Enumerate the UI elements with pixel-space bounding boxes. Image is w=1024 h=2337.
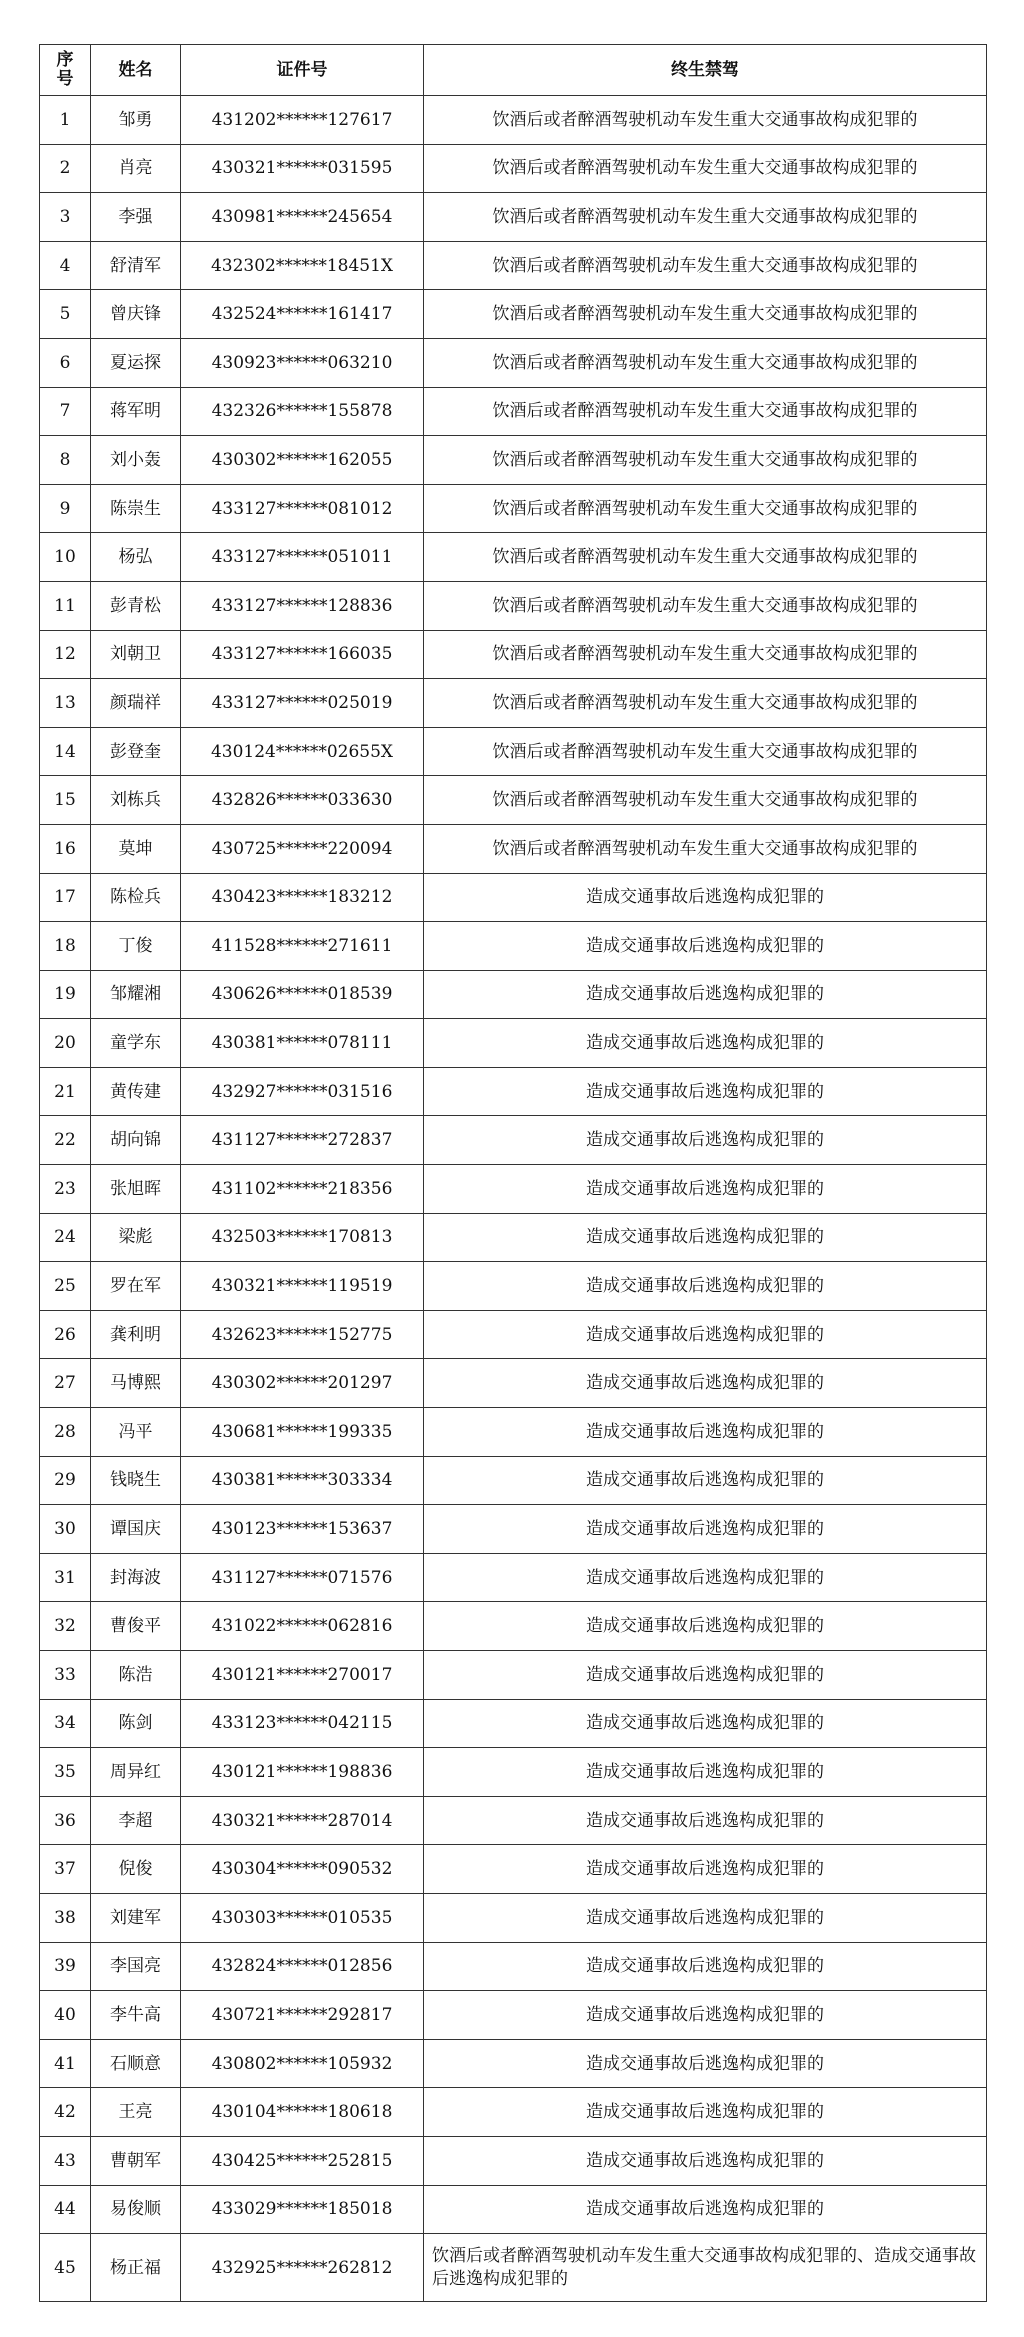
cell-id: 430121******270017 — [181, 1651, 424, 1700]
cell-id: 432824******012856 — [181, 1942, 424, 1991]
cell-seq: 2 — [40, 144, 91, 193]
cell-id: 432623******152775 — [181, 1310, 424, 1359]
cell-seq: 13 — [40, 679, 91, 728]
cell-name: 刘栋兵 — [91, 776, 181, 825]
cell-seq: 17 — [40, 873, 91, 922]
table-row — [40, 1213, 987, 1262]
cell-name: 颜瑞祥 — [91, 679, 181, 728]
cell-name: 丁俊 — [91, 922, 181, 971]
table-row — [40, 824, 987, 873]
cell-name: 陈浩 — [91, 1651, 181, 1700]
cell-seq: 30 — [40, 1505, 91, 1554]
cell-id: 430626******018539 — [181, 970, 424, 1019]
cell-seq: 24 — [40, 1213, 91, 1262]
table-row — [40, 873, 987, 922]
cell-id: 432302******18451X — [181, 241, 424, 290]
cell-seq: 29 — [40, 1456, 91, 1505]
table-row — [40, 338, 987, 387]
cell-id: 432524******161417 — [181, 290, 424, 339]
cell-name: 钱晓生 — [91, 1456, 181, 1505]
cell-ban: 造成交通事故后逃逸构成犯罪的 — [424, 1699, 987, 1748]
cell-ban: 造成交通事故后逃逸构成犯罪的 — [424, 1359, 987, 1408]
cell-ban: 造成交通事故后逃逸构成犯罪的 — [424, 922, 987, 971]
table-row — [40, 2136, 987, 2185]
cell-ban: 饮酒后或者醉酒驾驶机动车发生重大交通事故构成犯罪的 — [424, 338, 987, 387]
table-row — [40, 1991, 987, 2040]
cell-name: 谭国庆 — [91, 1505, 181, 1554]
cell-name: 刘建军 — [91, 1893, 181, 1942]
cell-id: 430321******119519 — [181, 1262, 424, 1311]
cell-id: 430104******180618 — [181, 2088, 424, 2137]
cell-seq: 6 — [40, 338, 91, 387]
table-row — [40, 2185, 987, 2234]
cell-seq: 18 — [40, 922, 91, 971]
cell-id: 432326******155878 — [181, 387, 424, 436]
cell-ban: 饮酒后或者醉酒驾驶机动车发生重大交通事故构成犯罪的 — [424, 630, 987, 679]
cell-seq: 34 — [40, 1699, 91, 1748]
table-row — [40, 1262, 987, 1311]
cell-id: 430802******105932 — [181, 2039, 424, 2088]
table-row — [40, 484, 987, 533]
cell-id: 433127******166035 — [181, 630, 424, 679]
table-row — [40, 387, 987, 436]
cell-name: 龚利明 — [91, 1310, 181, 1359]
cell-id: 432503******170813 — [181, 1213, 424, 1262]
cell-ban: 饮酒后或者醉酒驾驶机动车发生重大交通事故构成犯罪的 — [424, 241, 987, 290]
cell-seq: 16 — [40, 824, 91, 873]
cell-id: 430303******010535 — [181, 1893, 424, 1942]
table-row — [40, 1942, 987, 1991]
table-row — [40, 727, 987, 776]
cell-seq: 44 — [40, 2185, 91, 2234]
cell-seq: 5 — [40, 290, 91, 339]
cell-ban: 饮酒后或者醉酒驾驶机动车发生重大交通事故构成犯罪的 — [424, 193, 987, 242]
cell-id: 430725******220094 — [181, 824, 424, 873]
table-row — [40, 630, 987, 679]
cell-seq: 45 — [40, 2234, 91, 2302]
cell-seq: 20 — [40, 1019, 91, 1068]
cell-ban: 造成交通事故后逃逸构成犯罪的 — [424, 1651, 987, 1700]
cell-ban: 饮酒后或者醉酒驾驶机动车发生重大交通事故构成犯罪的 — [424, 824, 987, 873]
table-row — [40, 776, 987, 825]
table-row — [40, 581, 987, 630]
table-row — [40, 2088, 987, 2137]
table-row — [40, 290, 987, 339]
cell-name: 李国亮 — [91, 1942, 181, 1991]
cell-seq: 33 — [40, 1651, 91, 1700]
table-header-row — [40, 45, 987, 96]
cell-id: 430121******198836 — [181, 1748, 424, 1797]
table-row — [40, 96, 987, 145]
cell-id: 430381******303334 — [181, 1456, 424, 1505]
table-row — [40, 241, 987, 290]
cell-id: 430304******090532 — [181, 1845, 424, 1894]
table-row — [40, 1796, 987, 1845]
cell-id: 430981******245654 — [181, 193, 424, 242]
cell-ban: 造成交通事故后逃逸构成犯罪的 — [424, 1845, 987, 1894]
cell-id: 430923******063210 — [181, 338, 424, 387]
cell-seq: 40 — [40, 1991, 91, 2040]
table-row — [40, 1408, 987, 1457]
cell-seq: 22 — [40, 1116, 91, 1165]
table-row — [40, 1699, 987, 1748]
cell-ban: 饮酒后或者醉酒驾驶机动车发生重大交通事故构成犯罪的 — [424, 776, 987, 825]
cell-id: 430124******02655X — [181, 727, 424, 776]
cell-seq: 26 — [40, 1310, 91, 1359]
cell-ban: 造成交通事故后逃逸构成犯罪的 — [424, 1019, 987, 1068]
cell-ban: 造成交通事故后逃逸构成犯罪的 — [424, 1796, 987, 1845]
cell-ban: 造成交通事故后逃逸构成犯罪的 — [424, 970, 987, 1019]
table-row — [40, 144, 987, 193]
table-row — [40, 1748, 987, 1797]
cell-seq: 28 — [40, 1408, 91, 1457]
cell-ban: 饮酒后或者醉酒驾驶机动车发生重大交通事故构成犯罪的 — [424, 290, 987, 339]
table-row — [40, 1505, 987, 1554]
cell-seq: 10 — [40, 533, 91, 582]
cell-ban: 造成交通事故后逃逸构成犯罪的 — [424, 1067, 987, 1116]
cell-id: 432927******031516 — [181, 1067, 424, 1116]
cell-id: 430681******199335 — [181, 1408, 424, 1457]
table-row — [40, 922, 987, 971]
cell-ban: 造成交通事故后逃逸构成犯罪的 — [424, 2185, 987, 2234]
cell-id: 430123******153637 — [181, 1505, 424, 1554]
cell-seq: 35 — [40, 1748, 91, 1797]
cell-name: 周异红 — [91, 1748, 181, 1797]
cell-name: 胡向锦 — [91, 1116, 181, 1165]
cell-seq: 37 — [40, 1845, 91, 1894]
cell-name: 杨弘 — [91, 533, 181, 582]
cell-name: 舒清军 — [91, 241, 181, 290]
table-row — [40, 533, 987, 582]
cell-ban: 饮酒后或者醉酒驾驶机动车发生重大交通事故构成犯罪的 — [424, 387, 987, 436]
cell-ban: 造成交通事故后逃逸构成犯罪的 — [424, 1408, 987, 1457]
cell-name: 邹耀湘 — [91, 970, 181, 1019]
cell-ban: 饮酒后或者醉酒驾驶机动车发生重大交通事故构成犯罪的 — [424, 581, 987, 630]
table-row — [40, 679, 987, 728]
cell-seq: 3 — [40, 193, 91, 242]
cell-id: 433127******128836 — [181, 581, 424, 630]
cell-name: 王亮 — [91, 2088, 181, 2137]
cell-ban: 造成交通事故后逃逸构成犯罪的 — [424, 1213, 987, 1262]
cell-id: 431127******272837 — [181, 1116, 424, 1165]
header-seq: 序 号 — [40, 45, 91, 96]
cell-seq: 36 — [40, 1796, 91, 1845]
cell-ban: 造成交通事故后逃逸构成犯罪的 — [424, 1165, 987, 1214]
cell-name: 肖亮 — [91, 144, 181, 193]
cell-id: 430302******201297 — [181, 1359, 424, 1408]
cell-ban: 造成交通事故后逃逸构成犯罪的 — [424, 1942, 987, 1991]
cell-id: 411528******271611 — [181, 922, 424, 971]
cell-ban: 饮酒后或者醉酒驾驶机动车发生重大交通事故构成犯罪的 — [424, 727, 987, 776]
cell-id: 432925******262812 — [181, 2234, 424, 2302]
cell-id: 430321******031595 — [181, 144, 424, 193]
cell-ban: 饮酒后或者醉酒驾驶机动车发生重大交通事故构成犯罪的 — [424, 533, 987, 582]
table-row — [40, 1893, 987, 1942]
cell-seq: 8 — [40, 436, 91, 485]
cell-seq: 9 — [40, 484, 91, 533]
cell-seq: 43 — [40, 2136, 91, 2185]
cell-ban: 饮酒后或者醉酒驾驶机动车发生重大交通事故构成犯罪的 — [424, 96, 987, 145]
cell-name: 杨正福 — [91, 2234, 181, 2302]
cell-ban: 造成交通事故后逃逸构成犯罪的 — [424, 873, 987, 922]
cell-ban: 造成交通事故后逃逸构成犯罪的 — [424, 1893, 987, 1942]
cell-ban: 饮酒后或者醉酒驾驶机动车发生重大交通事故构成犯罪的 — [424, 436, 987, 485]
cell-ban: 造成交通事故后逃逸构成犯罪的 — [424, 1991, 987, 2040]
cell-ban: 造成交通事故后逃逸构成犯罪的 — [424, 2136, 987, 2185]
cell-seq: 4 — [40, 241, 91, 290]
cell-ban: 造成交通事故后逃逸构成犯罪的 — [424, 1262, 987, 1311]
table-row — [40, 2039, 987, 2088]
table-row — [40, 1165, 987, 1214]
cell-id: 430721******292817 — [181, 1991, 424, 2040]
table-row — [40, 2234, 987, 2302]
table-row — [40, 1602, 987, 1651]
cell-name: 童学东 — [91, 1019, 181, 1068]
table-row — [40, 1553, 987, 1602]
table-row — [40, 1310, 987, 1359]
cell-id: 431022******062816 — [181, 1602, 424, 1651]
cell-ban: 造成交通事故后逃逸构成犯罪的 — [424, 1310, 987, 1359]
cell-ban: 饮酒后或者醉酒驾驶机动车发生重大交通事故构成犯罪的、造成交通事故后逃逸构成犯罪的 — [424, 2234, 987, 2302]
table-row — [40, 1651, 987, 1700]
cell-id: 433127******051011 — [181, 533, 424, 582]
table-row — [40, 1845, 987, 1894]
cell-id: 430321******287014 — [181, 1796, 424, 1845]
cell-name: 莫坤 — [91, 824, 181, 873]
cell-name: 冯平 — [91, 1408, 181, 1457]
table-row — [40, 193, 987, 242]
cell-seq: 25 — [40, 1262, 91, 1311]
cell-ban: 造成交通事故后逃逸构成犯罪的 — [424, 1553, 987, 1602]
cell-name: 曹俊平 — [91, 1602, 181, 1651]
cell-seq: 14 — [40, 727, 91, 776]
cell-seq: 7 — [40, 387, 91, 436]
cell-name: 封海波 — [91, 1553, 181, 1602]
table-row — [40, 1067, 987, 1116]
cell-ban: 造成交通事故后逃逸构成犯罪的 — [424, 1116, 987, 1165]
cell-seq: 21 — [40, 1067, 91, 1116]
table-row — [40, 970, 987, 1019]
cell-id: 433127******025019 — [181, 679, 424, 728]
cell-id: 430423******183212 — [181, 873, 424, 922]
cell-seq: 38 — [40, 1893, 91, 1942]
cell-name: 张旭晖 — [91, 1165, 181, 1214]
cell-name: 陈检兵 — [91, 873, 181, 922]
cell-seq: 12 — [40, 630, 91, 679]
cell-seq: 27 — [40, 1359, 91, 1408]
cell-seq: 32 — [40, 1602, 91, 1651]
cell-id: 433127******081012 — [181, 484, 424, 533]
cell-id: 431127******071576 — [181, 1553, 424, 1602]
cell-ban: 饮酒后或者醉酒驾驶机动车发生重大交通事故构成犯罪的 — [424, 679, 987, 728]
cell-name: 蒋军明 — [91, 387, 181, 436]
cell-id: 430425******252815 — [181, 2136, 424, 2185]
cell-name: 罗在军 — [91, 1262, 181, 1311]
cell-name: 彭登奎 — [91, 727, 181, 776]
cell-seq: 23 — [40, 1165, 91, 1214]
cell-seq: 41 — [40, 2039, 91, 2088]
cell-name: 曹朝军 — [91, 2136, 181, 2185]
cell-name: 李牛高 — [91, 1991, 181, 2040]
table-row — [40, 1019, 987, 1068]
cell-ban: 造成交通事故后逃逸构成犯罪的 — [424, 2039, 987, 2088]
cell-ban: 造成交通事故后逃逸构成犯罪的 — [424, 1748, 987, 1797]
cell-id: 431102******218356 — [181, 1165, 424, 1214]
cell-name: 黄传建 — [91, 1067, 181, 1116]
lifetime-driving-ban-table — [39, 44, 987, 2302]
cell-seq: 39 — [40, 1942, 91, 1991]
cell-name: 倪俊 — [91, 1845, 181, 1894]
cell-id: 430381******078111 — [181, 1019, 424, 1068]
cell-seq: 15 — [40, 776, 91, 825]
cell-name: 夏运探 — [91, 338, 181, 387]
cell-ban: 饮酒后或者醉酒驾驶机动车发生重大交通事故构成犯罪的 — [424, 484, 987, 533]
cell-name: 李超 — [91, 1796, 181, 1845]
table-row — [40, 1359, 987, 1408]
header-id: 证件号 — [181, 45, 424, 96]
table-row — [40, 436, 987, 485]
cell-name: 马博熙 — [91, 1359, 181, 1408]
table-row — [40, 1116, 987, 1165]
header-ban: 终生禁驾 — [424, 45, 987, 96]
cell-ban: 造成交通事故后逃逸构成犯罪的 — [424, 2088, 987, 2137]
cell-ban: 造成交通事故后逃逸构成犯罪的 — [424, 1456, 987, 1505]
cell-id: 433029******185018 — [181, 2185, 424, 2234]
cell-name: 石顺意 — [91, 2039, 181, 2088]
table-body — [40, 96, 987, 2302]
cell-ban: 造成交通事故后逃逸构成犯罪的 — [424, 1505, 987, 1554]
cell-name: 彭青松 — [91, 581, 181, 630]
cell-ban: 饮酒后或者醉酒驾驶机动车发生重大交通事故构成犯罪的 — [424, 144, 987, 193]
cell-seq: 42 — [40, 2088, 91, 2137]
cell-name: 李强 — [91, 193, 181, 242]
table-row — [40, 1456, 987, 1505]
cell-id: 430302******162055 — [181, 436, 424, 485]
cell-name: 刘小轰 — [91, 436, 181, 485]
cell-id: 432826******033630 — [181, 776, 424, 825]
cell-name: 曾庆锋 — [91, 290, 181, 339]
cell-ban: 造成交通事故后逃逸构成犯罪的 — [424, 1602, 987, 1651]
cell-seq: 19 — [40, 970, 91, 1019]
cell-name: 邹勇 — [91, 96, 181, 145]
cell-name: 陈剑 — [91, 1699, 181, 1748]
cell-name: 梁彪 — [91, 1213, 181, 1262]
header-name: 姓名 — [91, 45, 181, 96]
cell-seq: 1 — [40, 96, 91, 145]
cell-name: 刘朝卫 — [91, 630, 181, 679]
cell-name: 易俊顺 — [91, 2185, 181, 2234]
cell-name: 陈崇生 — [91, 484, 181, 533]
cell-id: 433123******042115 — [181, 1699, 424, 1748]
cell-seq: 11 — [40, 581, 91, 630]
cell-seq: 31 — [40, 1553, 91, 1602]
cell-id: 431202******127617 — [181, 96, 424, 145]
